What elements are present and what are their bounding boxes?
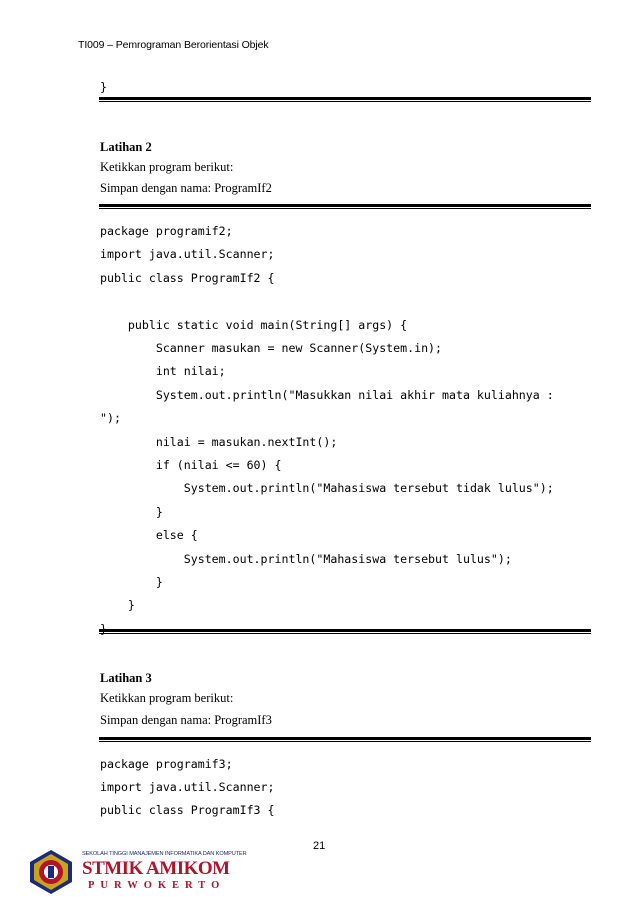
code-line: public class ProgramIf3 { [100, 803, 275, 817]
code-line: "); [100, 411, 121, 426]
emblem-icon [26, 848, 76, 896]
code-line: else { [100, 528, 198, 543]
code-line: System.out.println("Mahasiswa tersebut lulus"); [100, 551, 512, 566]
page-number: 21 [313, 840, 326, 852]
code-line: public static void main(String[] args) { [100, 317, 408, 332]
exercise-title: Latihan 2 [100, 140, 152, 154]
code-line: import java.util.Scanner; [100, 247, 275, 262]
logo-subtitle: SEKOLAH TINGGI MANAJEMEN INFORMATIKA DAN KOMPUTER [82, 851, 247, 857]
code-line: } [100, 598, 135, 613]
code-line: System.out.println("Mahasiswa tersebut tidak lulus"); [100, 481, 554, 496]
code-line: if (nilai <= 60) { [100, 458, 282, 472]
code-line: Scanner masukan = new Scanner(System.in); [100, 341, 443, 355]
exercise-filename: Simpan dengan nama: ProgramIf3 [100, 713, 272, 727]
exercise-filename: Simpan dengan nama: ProgramIf2 [100, 181, 272, 195]
code-line: nilai = masukan.nextInt(); [100, 434, 338, 449]
code-line: int nilai; [100, 364, 226, 379]
code-line: import java.util.Scanner; [100, 780, 275, 794]
exercise-instruction: Ketikkan program berikut: [100, 691, 234, 705]
code-line: System.out.println("Masukkan nilai akhir mata kuliahnya : [100, 387, 554, 402]
code-line: public class ProgramIf2 { [100, 270, 275, 285]
code-line: package programif3; [100, 757, 233, 771]
logo-brand: STMIK AMIKOM [82, 858, 230, 879]
divider [99, 629, 591, 634]
code-line: } [100, 80, 107, 94]
exercise-instruction: Ketikkan program berikut: [100, 160, 234, 174]
code-line: } [100, 575, 163, 589]
logo-city: PURWOKERTO [88, 880, 226, 891]
divider [99, 97, 591, 102]
document-header: TI009 – Pemrograman Berorientasi Objek [78, 39, 269, 51]
divider [99, 204, 591, 209]
code-line: package programif2; [100, 224, 233, 238]
divider [99, 737, 591, 742]
institution-logo [26, 848, 247, 896]
code-line: } [100, 504, 163, 519]
exercise-title: Latihan 3 [100, 671, 152, 685]
